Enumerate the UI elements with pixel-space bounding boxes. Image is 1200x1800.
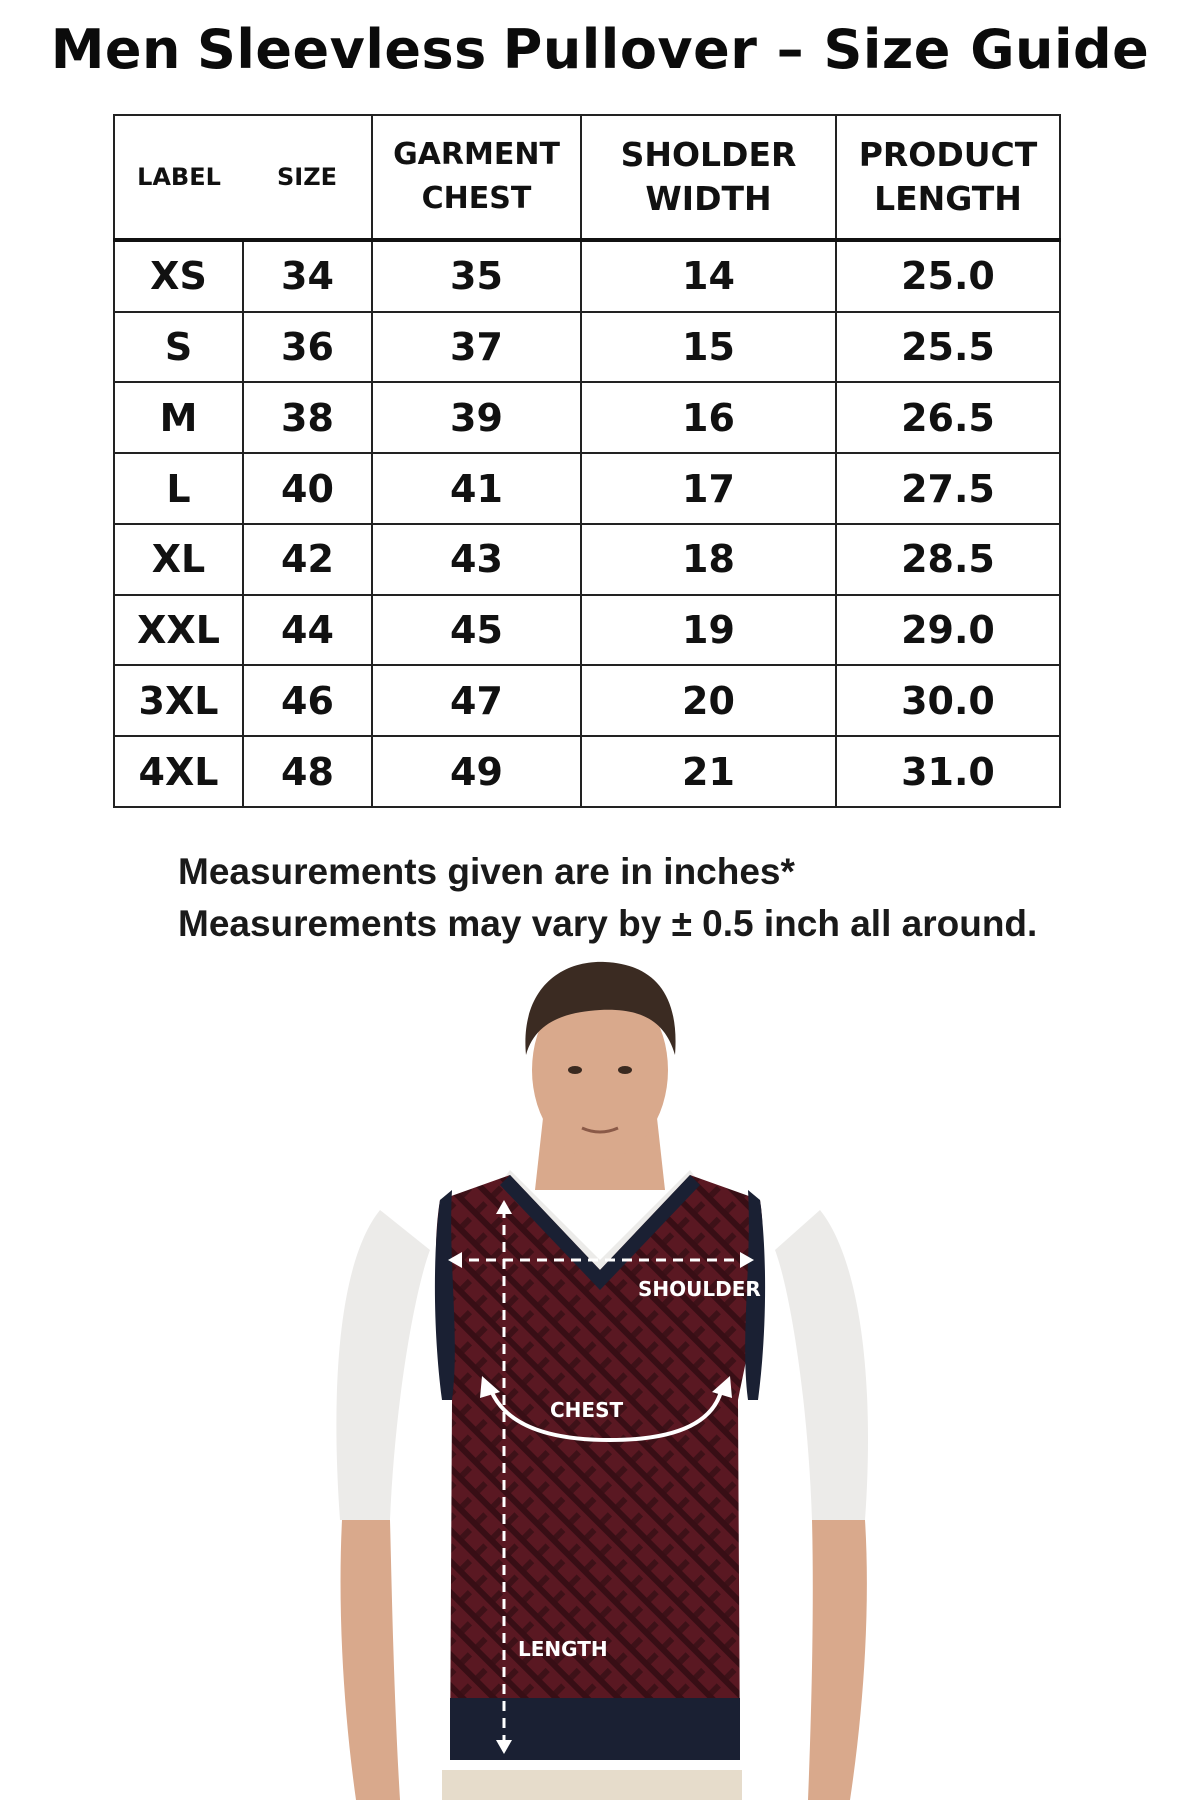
cell-shoulder-width: 21 (581, 736, 836, 807)
cell-size: 34 (243, 240, 372, 312)
right-forearm (808, 1520, 867, 1800)
header-chest-line1: GARMENT (393, 137, 560, 172)
length-label: LENGTH (518, 1637, 608, 1661)
cell-size: 36 (243, 312, 372, 383)
header-chest-line2: CHEST (421, 181, 532, 216)
cell-label: XS (114, 240, 243, 312)
table-row (114, 665, 1060, 736)
table-body (114, 240, 1060, 807)
cell-garment-chest: 49 (372, 736, 581, 807)
cell-size: 46 (243, 665, 372, 736)
size-table (113, 114, 1061, 808)
cell-size: 44 (243, 595, 372, 666)
table-row (114, 524, 1060, 595)
cell-size: 48 (243, 736, 372, 807)
table-row (114, 312, 1060, 383)
left-eye (568, 1066, 582, 1074)
shoulder-label: SHOULDER (638, 1277, 761, 1301)
table-header-row (114, 115, 1060, 240)
cell-product-length: 26.5 (836, 382, 1060, 453)
cell-label: 4XL (114, 736, 243, 807)
cell-shoulder-width: 19 (581, 595, 836, 666)
chest-label: CHEST (550, 1398, 624, 1422)
title-word-men: Men (50, 18, 181, 81)
header-garment-chest (372, 115, 581, 240)
note-tolerance: Measurements may vary by ± 0.5 inch all around. (178, 903, 1038, 944)
trousers (442, 1770, 742, 1800)
cell-garment-chest: 43 (372, 524, 581, 595)
title-word-sleevless: Sleevless (197, 18, 487, 81)
note-units: Measurements given are in inches* (178, 851, 795, 892)
cell-size: 38 (243, 382, 372, 453)
cell-product-length: 25.5 (836, 312, 1060, 383)
cell-shoulder-width: 15 (581, 312, 836, 383)
right-eye (618, 1066, 632, 1074)
cell-garment-chest: 47 (372, 665, 581, 736)
header-product-length (836, 115, 1060, 240)
table-row (114, 453, 1060, 524)
header-shoulder-line1: SHOLDER (620, 135, 797, 174)
header-shoulder-line2: WIDTH (645, 179, 772, 218)
right-sleeve (775, 1210, 868, 1520)
header-label-text: LABEL (137, 163, 221, 191)
cell-shoulder-width: 14 (581, 240, 836, 312)
cell-label: L (114, 453, 243, 524)
cell-shoulder-width: 20 (581, 665, 836, 736)
model-illustration (320, 960, 880, 1800)
cell-garment-chest: 39 (372, 382, 581, 453)
cell-shoulder-width: 16 (581, 382, 836, 453)
cell-garment-chest: 45 (372, 595, 581, 666)
waistband-trim (450, 1698, 740, 1760)
cell-shoulder-width: 17 (581, 453, 836, 524)
header-label (114, 115, 243, 240)
header-length-line2: LENGTH (874, 179, 1022, 218)
title-word-pullover: Pullover – Size Guide (502, 18, 1150, 81)
header-size-text: SIZE (276, 163, 337, 191)
cell-shoulder-width: 18 (581, 524, 836, 595)
cell-product-length: 25.0 (836, 240, 1060, 312)
cell-label: 3XL (114, 665, 243, 736)
cell-garment-chest: 37 (372, 312, 581, 383)
page-title (0, 18, 1200, 81)
cell-label: XXL (114, 595, 243, 666)
cell-product-length: 28.5 (836, 524, 1060, 595)
measurement-notes (178, 846, 1037, 950)
cell-product-length: 27.5 (836, 453, 1060, 524)
table-row (114, 736, 1060, 807)
left-forearm (341, 1520, 400, 1800)
left-sleeve (336, 1210, 430, 1520)
cell-product-length: 30.0 (836, 665, 1060, 736)
cell-label: M (114, 382, 243, 453)
cell-size: 40 (243, 453, 372, 524)
header-length-line1: PRODUCT (858, 135, 1038, 174)
header-size (243, 115, 372, 240)
cell-garment-chest: 35 (372, 240, 581, 312)
cell-label: S (114, 312, 243, 383)
table-row (114, 595, 1060, 666)
cell-label: XL (114, 524, 243, 595)
cell-size: 42 (243, 524, 372, 595)
table-row (114, 240, 1060, 312)
cell-product-length: 31.0 (836, 736, 1060, 807)
cell-product-length: 29.0 (836, 595, 1060, 666)
cell-garment-chest: 41 (372, 453, 581, 524)
table-row (114, 382, 1060, 453)
header-shoulder-width (581, 115, 836, 240)
